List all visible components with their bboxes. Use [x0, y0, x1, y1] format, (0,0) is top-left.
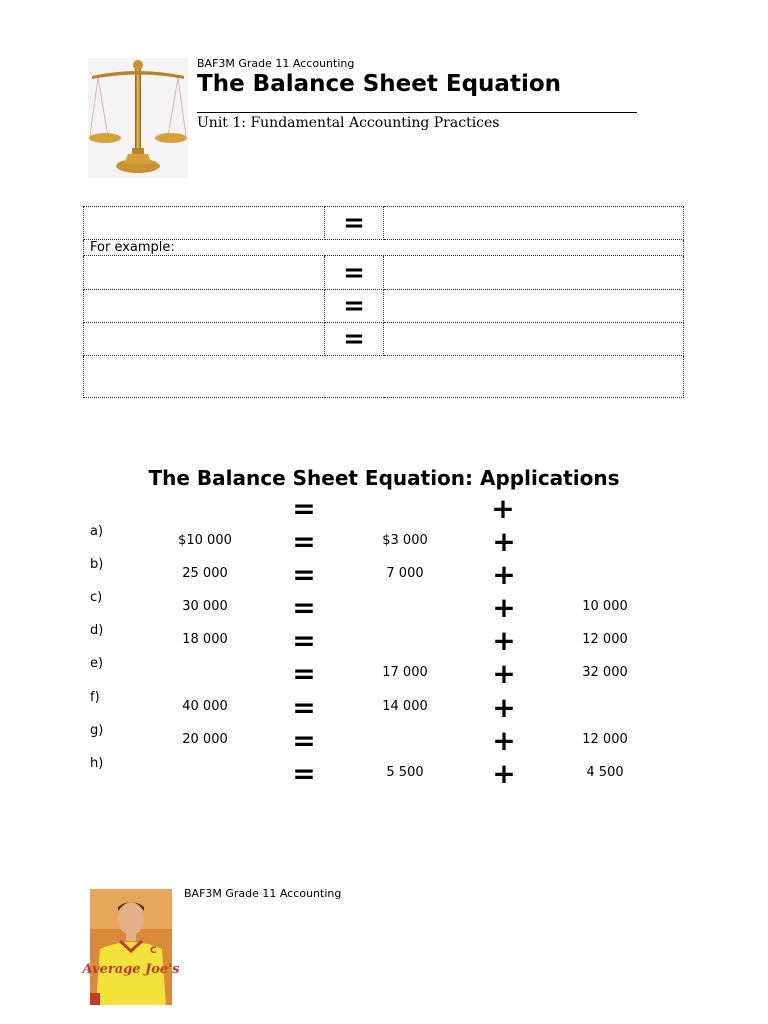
plus-sign: +: [492, 757, 516, 790]
value-cell[interactable]: $3 000: [382, 533, 428, 548]
notes-blank-cell[interactable]: [84, 356, 684, 398]
course-name: BAF3M Grade 11 Accounting: [197, 57, 355, 70]
value-cell[interactable]: $10 000: [178, 533, 232, 548]
equals-sign: =: [292, 558, 316, 591]
plus-sign: +: [492, 657, 516, 690]
plus-sign: +: [492, 624, 516, 657]
equals-sign: =: [292, 492, 316, 525]
row-label: b): [90, 557, 104, 572]
value-cell[interactable]: 10 000: [582, 599, 628, 614]
plus-sign: +: [492, 558, 516, 591]
title-divider: [197, 112, 637, 113]
equals-sign: =: [325, 323, 384, 356]
row-label: g): [90, 723, 104, 738]
table-row: [84, 240, 684, 256]
row-label: c): [90, 590, 103, 605]
right-blank-cell[interactable]: [384, 207, 684, 240]
table-row: [84, 323, 684, 356]
person-photo: [82, 889, 180, 1005]
value-cell[interactable]: 12 000: [582, 632, 628, 647]
value-cell[interactable]: 30 000: [182, 599, 228, 614]
right-blank-cell[interactable]: [384, 323, 684, 356]
value-cell[interactable]: 7 000: [386, 566, 424, 581]
equals-sign: =: [325, 290, 384, 323]
value-cell[interactable]: 14 000: [382, 699, 428, 714]
value-cell[interactable]: 25 000: [182, 566, 228, 581]
equals-sign: =: [292, 624, 316, 657]
value-cell[interactable]: 5 500: [386, 765, 424, 780]
equals-sign: =: [325, 256, 384, 290]
shirt-text: Average Joe's: [82, 962, 180, 977]
example-label: For example:: [84, 240, 684, 256]
equals-sign: =: [292, 525, 316, 558]
equation-definition-table: [83, 206, 684, 398]
right-blank-cell[interactable]: [384, 290, 684, 323]
plus-sign: +: [492, 591, 516, 624]
plus-sign: +: [492, 525, 516, 558]
equals-sign: =: [292, 691, 316, 724]
table-row: [84, 207, 684, 240]
value-cell[interactable]: 20 000: [182, 732, 228, 747]
equals-sign: =: [292, 757, 316, 790]
left-blank-cell[interactable]: [84, 207, 325, 240]
row-label: d): [90, 623, 104, 638]
plus-sign: +: [492, 691, 516, 724]
applications-title: The Balance Sheet Equation: Applications: [148, 466, 620, 490]
left-blank-cell[interactable]: [84, 323, 325, 356]
value-cell[interactable]: 18 000: [182, 632, 228, 647]
value-cell[interactable]: 4 500: [586, 765, 624, 780]
equals-sign: =: [292, 657, 316, 690]
equals-sign: =: [292, 591, 316, 624]
right-blank-cell[interactable]: [384, 256, 684, 290]
table-row: [84, 290, 684, 323]
row-label: f): [90, 690, 100, 705]
row-label: h): [90, 756, 104, 771]
equals-sign: =: [325, 207, 384, 240]
unit-subtitle: Unit 1: Fundamental Accounting Practices: [197, 115, 500, 131]
table-row: [84, 356, 684, 398]
equals-sign: =: [292, 724, 316, 757]
page-title: The Balance Sheet Equation: [197, 71, 562, 97]
row-label: a): [90, 524, 104, 539]
shirt-badge: C: [150, 946, 157, 956]
left-blank-cell[interactable]: [84, 290, 325, 323]
value-cell[interactable]: 12 000: [582, 732, 628, 747]
balance-scales-image: [88, 58, 188, 178]
row-label: e): [90, 656, 104, 671]
value-cell[interactable]: 40 000: [182, 699, 228, 714]
value-cell[interactable]: 32 000: [582, 665, 628, 680]
left-blank-cell[interactable]: [84, 256, 325, 290]
table-row: [84, 256, 684, 290]
footer-course-name: BAF3M Grade 11 Accounting: [184, 887, 342, 900]
plus-sign: +: [491, 492, 515, 525]
plus-sign: +: [492, 724, 516, 757]
value-cell[interactable]: 17 000: [382, 665, 428, 680]
